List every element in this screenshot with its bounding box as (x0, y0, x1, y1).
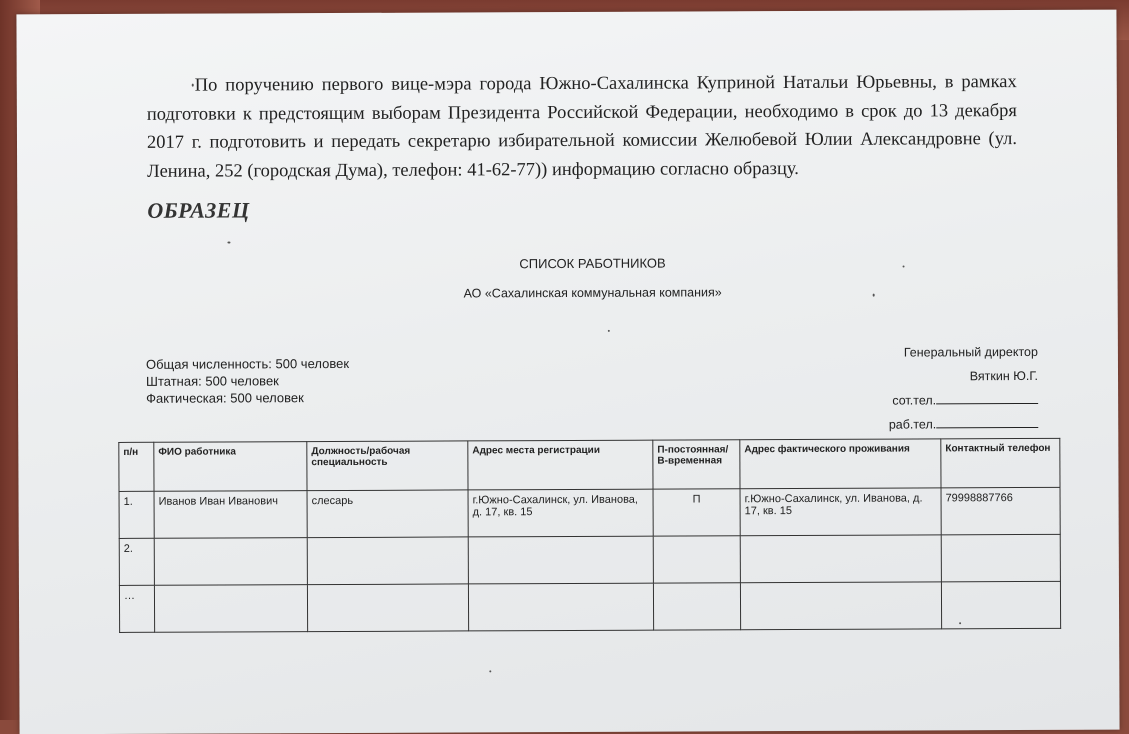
director-title: Генеральный директор (903, 344, 1038, 360)
cell-full-name (154, 585, 307, 633)
cell-number: 2. (119, 538, 154, 585)
header-position: Должность/рабочая специальность (307, 441, 468, 491)
toner-speck (608, 330, 610, 332)
table-row (119, 487, 1060, 538)
cell-actual-address (740, 582, 941, 630)
cell-permanent-temporary (653, 536, 740, 583)
headcount-actual: Фактическая: 500 человек (146, 390, 304, 406)
cell-full-name: Иванов Иван Иванович (154, 491, 307, 539)
document-page (16, 10, 1119, 734)
cell-permanent-temporary: П (653, 489, 740, 536)
mobile-phone-blank (936, 389, 1038, 404)
toner-speck (959, 622, 961, 624)
table-row (119, 534, 1060, 585)
cell-position (307, 537, 468, 585)
header-actual-address: Адрес фактического проживания (740, 439, 941, 489)
cell-number: 1. (119, 491, 154, 538)
headcount-total: Общая численность: 500 человек (145, 355, 350, 372)
toner-speck (489, 670, 491, 672)
header-registration-address: Адрес места регистрации (468, 440, 653, 490)
intro-paragraph: По поручению первого вице-мэра города Южно-Сахалинска Куприной Натальи Юрьевны, в рамках подготовки к предстоящим выборам Президента Российской Федерации, необходимо в срок до 13 декабря 2017 г. подготовить и передать секретарю избирательной комиссии Желюбевой Юлии Александровне (ул. Ленина, 252 (городская Дума), телефон: 41-62-77)) информацию согласно образцу. (146, 72, 1018, 182)
cell-phone (941, 534, 1060, 582)
director-mobile-phone (889, 388, 1039, 413)
header-permanent-temporary: П-постоянная/ В-временная (653, 440, 740, 489)
director-name: Вяткин Ю.Г. (969, 368, 1039, 384)
cell-position: слесарь (307, 490, 468, 538)
headcount-block (146, 355, 349, 407)
header-number: п/н (119, 442, 154, 491)
cell-actual-address (740, 535, 941, 583)
toner-speck (192, 84, 194, 87)
headcount-staff: Штатная: 500 человек (146, 373, 279, 389)
director-block (888, 340, 1038, 437)
employee-table (118, 438, 1061, 633)
mobile-phone-label: сот.тел. (892, 393, 937, 408)
company-name: АО «Сахалинская коммунальная компания» (463, 285, 722, 301)
toner-speck (903, 266, 905, 268)
cell-permanent-temporary (653, 583, 740, 630)
toner-speck (227, 241, 230, 243)
cell-phone: 79998887766 (941, 487, 1060, 535)
sample-heading: ОБРАЗЕЦ (147, 197, 250, 223)
table-header-row (119, 438, 1060, 491)
work-phone-blank (936, 413, 1038, 428)
cell-registration-address (468, 583, 653, 631)
cell-position (307, 584, 468, 632)
cell-registration-address (468, 536, 653, 584)
table-row (119, 581, 1060, 632)
work-phone-label: раб.тел. (888, 417, 937, 432)
list-title: СПИСОК РАБОТНИКОВ (519, 255, 666, 272)
cell-full-name (154, 538, 307, 586)
header-full-name: ФИО работника (154, 442, 307, 492)
cell-number: … (119, 585, 154, 632)
cell-registration-address: г.Южно-Сахалинск, ул. Иванова, д. 17, кв. 15 (468, 489, 653, 537)
toner-speck (873, 294, 875, 297)
header-phone: Контактный телефон (941, 438, 1060, 488)
cell-actual-address: г.Южно-Сахалинск, ул. Иванова, д. 17, кв. 15 (740, 488, 941, 536)
director-work-phone (889, 412, 1039, 437)
